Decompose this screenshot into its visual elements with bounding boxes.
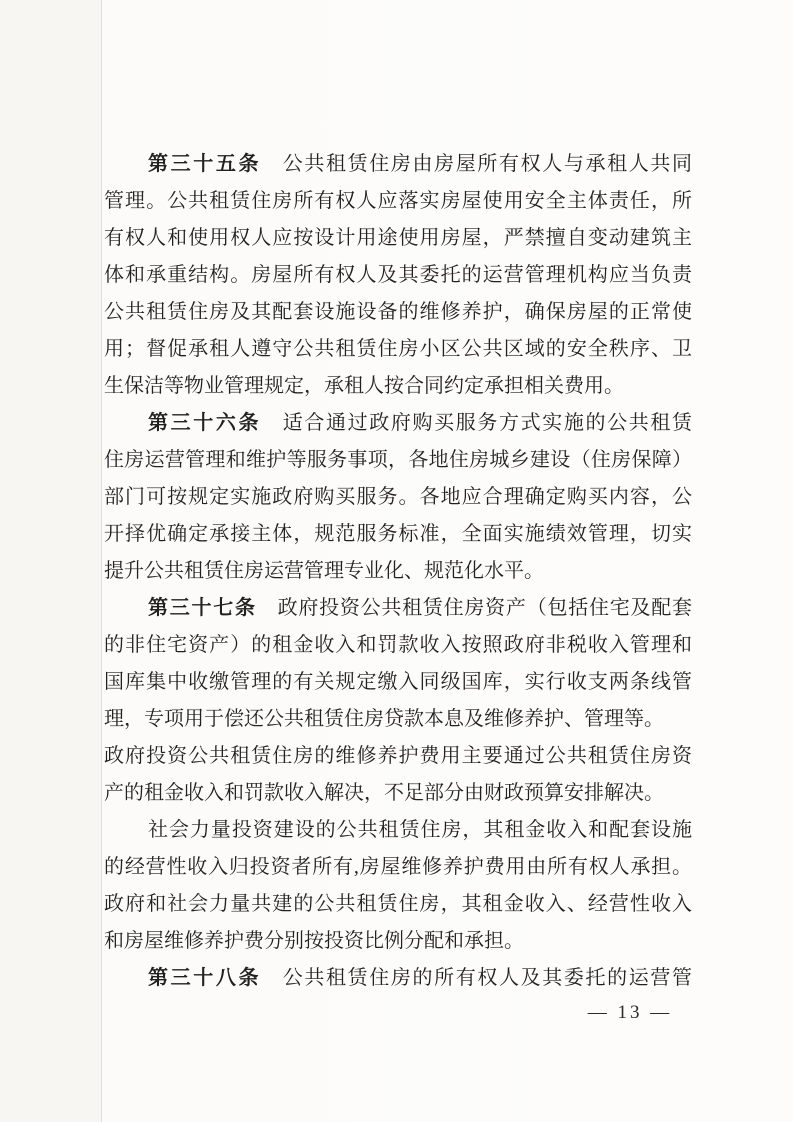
article-heading-line: 第三十六条 适合通过政府购买服务方式实施的公共租赁 (148, 412, 692, 434)
scan-fold-line (101, 0, 102, 1122)
text-line: 社会力量投资建设的公共租赁住房，其租金收入和配套设施 (148, 819, 692, 841)
text-line: 公共租赁住房及其配套设施设备的维修养护，确保房屋的正常使 (104, 301, 692, 323)
article-heading-line: 第三十八条 公共租赁住房的所有权人及其委托的运营管 (148, 967, 692, 989)
text-line: 有权人和使用权人应按设计用途使用房屋，严禁擅自变动建筑主 (104, 227, 692, 249)
article-heading-line: 第三十五条 公共租赁住房由房屋所有权人与承租人共同 (148, 153, 692, 175)
text-line: 开择优确定承接主体，规范服务标准，全面实施绩效管理，切实 (104, 523, 692, 545)
text-line: 提升公共租赁住房运营管理专业化、规范化水平。 (104, 560, 544, 582)
text-line: 政府投资公共租赁住房的维修养护费用主要通过公共租赁住房资 (104, 745, 692, 767)
article-heading: 第三十八条 (148, 967, 262, 989)
article-heading-line: 第三十七条 政府投资公共租赁住房资产（包括住宅及配套 (148, 597, 693, 619)
text-line: 和房屋维修养护费分别按投资比例分配和承担。 (104, 930, 524, 952)
text-line: 体和承重结构。房屋所有权人及其委托的运营管理机构应当负责 (104, 264, 692, 286)
text-line: 生保洁等物业管理规定，承租人按合同约定承担相关费用。 (104, 375, 624, 397)
text-line: 政府和社会力量共建的公共租赁住房，其租金收入、经营性收入 (104, 893, 692, 915)
text-line: 国库集中收缴管理的有关规定缴入同级国库，实行收支两条线管 (104, 671, 692, 693)
text-line: 部门可按规定实施政府购买服务。各地应合理确定购买内容，公 (104, 486, 692, 508)
page-number: — 13 — (587, 1002, 673, 1023)
text-line: 的非住宅资产）的租金收入和罚款收入按照政府非税收入管理和 (104, 634, 692, 656)
text-line: 住房运营管理和维护等服务事项，各地住房城乡建设（住房保障） (104, 449, 692, 471)
text-line: 理，专项用于偿还公共租赁住房贷款本息及维修养护、管理等。 (104, 708, 664, 730)
article-heading: 第三十六条 (148, 412, 262, 434)
text-line: 用；督促承租人遵守公共租赁住房小区公共区域的安全秩序、卫 (104, 338, 692, 360)
article-heading: 第三十五条 (148, 153, 262, 175)
text-line: 产的租金收入和罚款收入解决，不足部分由财政预算安排解决。 (104, 782, 664, 804)
text-line: 管理。公共租赁住房所有权人应落实房屋使用安全主体责任，所 (104, 190, 692, 212)
text-line: 的经营性收入归投资者所有,房屋维修养护费用由所有权人承担。 (104, 856, 692, 878)
article-heading: 第三十七条 (148, 597, 257, 619)
document-text-block (104, 146, 692, 997)
